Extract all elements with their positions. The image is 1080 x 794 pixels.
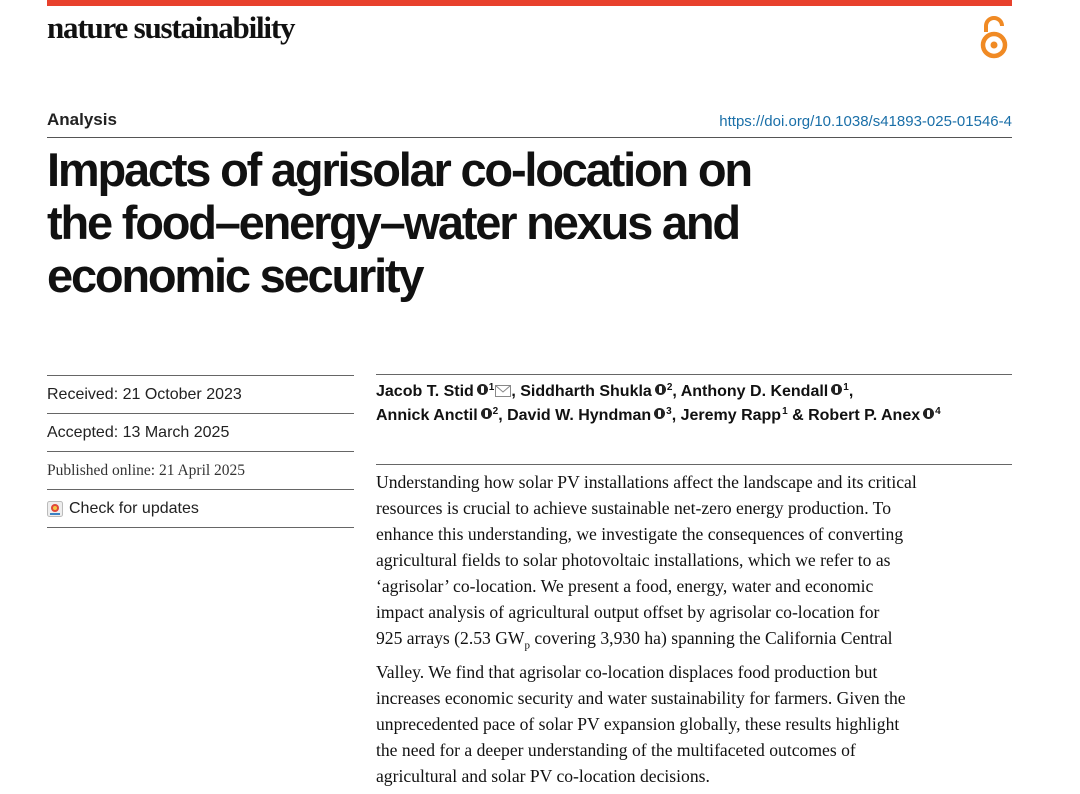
abstract-line: enhance this understanding, we investigate the consequences of converting — [376, 524, 904, 544]
author-name[interactable]: Jeremy Rapp — [680, 407, 782, 424]
abstract-line: Understanding how solar PV installations affect the landscape and its critical — [376, 472, 917, 492]
author-name[interactable]: Anthony D. Kendall — [680, 383, 829, 400]
affiliation-number: 2 — [666, 382, 673, 393]
article-title — [47, 143, 947, 302]
abstract-line: ‘agrisolar’ co-location. We present a food, energy, water and economic — [376, 576, 874, 596]
doi-link[interactable]: https://doi.org/10.1038/s41893-025-01546-4 — [719, 113, 1012, 130]
orcid-icon[interactable] — [477, 384, 488, 395]
orcid-icon[interactable] — [654, 408, 665, 419]
check-updates-label: Check for updates — [69, 499, 199, 517]
check-updates-link[interactable] — [47, 489, 354, 528]
title-line: Impacts of agrisolar co-location on — [47, 143, 751, 196]
abstract-line: impact analysis of agricultural output offset by agrisolar co-location for — [376, 602, 880, 622]
received-date: Received: 21 October 2023 — [47, 375, 354, 413]
check-for-updates-icon — [47, 501, 63, 517]
author-name[interactable]: David W. Hyndman — [507, 407, 652, 424]
affiliation-number: 1 — [488, 382, 495, 393]
author-name[interactable]: Annick Anctil — [376, 407, 478, 424]
abstract-line: unprecedented pace of solar PV expansion globally, these results highlight — [376, 713, 900, 734]
header-divider — [47, 137, 1012, 138]
author-name[interactable]: Robert P. Anex — [808, 407, 921, 424]
abstract-line: agricultural fields to solar photovoltaic installations, which we refer to as — [376, 550, 891, 570]
accepted-date: Accepted: 13 March 2025 — [47, 413, 354, 451]
title-line: economic security — [47, 249, 423, 302]
affiliation-number: 1 — [843, 382, 849, 393]
journal-name[interactable]: nature sustainability — [47, 10, 295, 45]
authors-divider — [376, 374, 1012, 375]
abstract — [376, 469, 1016, 789]
abstract-line: Valley. We find that agrisolar co-location displaces food production but — [376, 661, 878, 682]
author-name[interactable]: Siddharth Shukla — [520, 383, 652, 400]
title-line: the food–energy–water nexus and — [47, 196, 739, 249]
abstract-line: the need for a deeper understanding of the multifaceted outcomes of — [376, 739, 856, 760]
affiliation-number: 2 — [492, 406, 499, 417]
journal-accent-bar — [47, 0, 1012, 6]
abstract-line: increases economic security and water sustainability for farmers. Given the — [376, 687, 906, 708]
affiliation-number: 3 — [666, 406, 672, 417]
orcid-icon[interactable] — [655, 384, 666, 395]
article-dates — [47, 375, 354, 528]
abstract-text: 925 arrays (2.53 GW — [376, 628, 525, 648]
article-type: Analysis — [47, 110, 117, 129]
abstract-line: agricultural and solar PV co-location decisions. — [376, 765, 710, 786]
abstract-line: resources is crucial to achieve sustainable net-zero energy production. To — [376, 498, 891, 518]
abstract-line — [376, 625, 1016, 659]
orcid-icon[interactable] — [923, 408, 934, 419]
open-access-icon[interactable] — [977, 14, 1011, 60]
published-date: Published online: 21 April 2025 — [47, 451, 354, 489]
gw-subscript: p — [524, 639, 531, 652]
affiliation-number: 4 — [935, 406, 941, 417]
orcid-icon[interactable] — [481, 408, 492, 419]
abstract-divider — [376, 464, 1012, 465]
author-list: Jacob T. Stid $^1$ , Siddharth Shukla $^2$, Anthony D. Kendall $^1$, Annick Anctil $^2$, David W. Hyndman $^3$, Jeremy Rapp$^1$ & Robert P. Anex $^4$ — [376, 382, 941, 424]
orcid-icon[interactable] — [831, 384, 842, 395]
email-icon[interactable] — [495, 385, 511, 397]
affiliation-number: 1 — [782, 406, 788, 417]
author-name[interactable]: Jacob T. Stid — [376, 383, 474, 400]
abstract-text: covering 3,930 ha) spanning the California Central — [530, 628, 893, 648]
